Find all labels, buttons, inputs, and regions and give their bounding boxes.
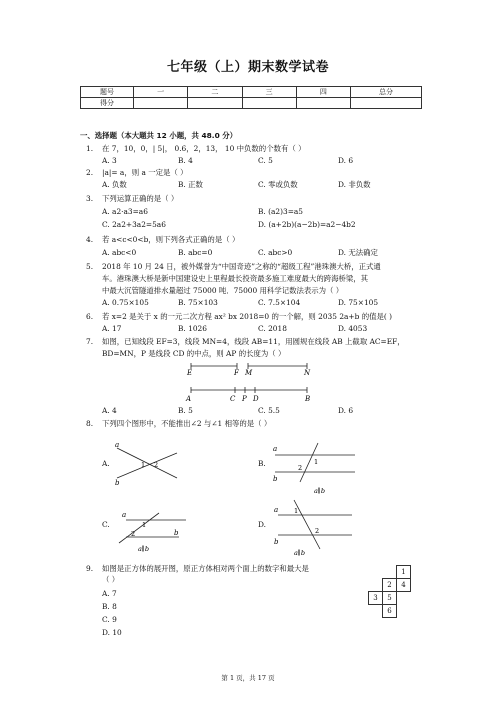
- question-text: 2018 年 10 月 24 日，被外媒誉为“中国奇迹”之称的“超级工程”港珠澳大桥，正式通: [102, 262, 381, 271]
- question-number: 7.: [86, 337, 94, 346]
- label-e: E: [187, 369, 193, 377]
- parallel-note: a∥b: [138, 545, 150, 553]
- section-heading: 一、选择题（本大题共 12 小题，共 48.0 分）: [80, 131, 238, 140]
- question-text: 如图是正方体的展开图，原正方体相对两个面上的数字和最大是: [102, 564, 309, 573]
- figure-a: [112, 438, 182, 486]
- question-text: 若 x=2 是关于 x 的一元二次方程 ax² bx 2018=0 的一个解，则 2035 2a+b 的值是( ): [102, 312, 392, 321]
- option-c: C. 7.5×104: [258, 298, 301, 307]
- page-footer: 第 1 页，共 17 页: [221, 674, 275, 682]
- option-a: A. 3: [102, 156, 117, 165]
- option-b: B. 正数: [178, 180, 203, 189]
- segment-figure: [185, 360, 325, 406]
- question-text: 车。港珠澳大桥是新中国建设史上里程最长投资最多施工难度最大的跨海桥梁，其: [102, 274, 369, 283]
- angle-2: 2: [154, 461, 159, 469]
- option-c: C. 5.5: [258, 406, 280, 415]
- question-number: 1.: [86, 144, 94, 153]
- question-text: （ ）: [102, 575, 120, 584]
- score-header-cell: 总分: [351, 87, 422, 98]
- score-header-cell: 一: [134, 87, 188, 98]
- option-a: A.: [102, 459, 110, 468]
- score-header-cell: 三: [242, 87, 296, 98]
- cube-face: 1: [397, 566, 411, 579]
- score-header-cell: 二: [188, 87, 242, 98]
- angle-2: 2: [131, 530, 136, 538]
- label-n: N: [304, 369, 311, 377]
- option-a: A. abc<0: [102, 248, 137, 257]
- label-f: F: [234, 369, 239, 377]
- option-d: D.: [258, 520, 267, 529]
- option-b: B. 8: [102, 602, 117, 611]
- label-a: a: [122, 511, 127, 519]
- page-title: 七年级（上）期末数学试卷: [166, 60, 329, 75]
- score-row-label: 得分: [81, 98, 134, 109]
- option-b: B. (a2)3=a5: [258, 207, 304, 216]
- angle-1: 1: [142, 521, 147, 529]
- option-a: A. 4: [102, 406, 117, 415]
- option-d: D. 6: [338, 406, 354, 415]
- question-text: |a|= a，则 a 一定是（ ）: [102, 168, 188, 177]
- score-header-cell: 四: [296, 87, 350, 98]
- question-number: 6.: [86, 312, 94, 321]
- option-d: D. (a+2b)(a−2b)=a2−4b2: [258, 220, 356, 229]
- option-c: C. abc>0: [258, 248, 293, 257]
- option-c: C. 5: [258, 156, 273, 165]
- label-a: a: [115, 441, 120, 449]
- option-a: A. 负数: [102, 180, 127, 189]
- score-cell: [351, 98, 422, 109]
- cube-face: 4: [397, 579, 411, 592]
- option-b: B. 5: [178, 406, 193, 415]
- question-text: 下列四个图形中，不能推出∠2 与∠1 相等的是（ ）: [102, 419, 272, 428]
- question-number: 8.: [86, 419, 94, 428]
- angle-2: 2: [298, 464, 303, 472]
- score-cell: [296, 98, 350, 109]
- option-b: B. 75×103: [178, 298, 218, 307]
- option-b: B. 1026: [178, 324, 207, 333]
- question-number: 2.: [86, 168, 94, 177]
- cube-face: 5: [383, 592, 397, 605]
- option-b: B. 4: [178, 156, 193, 165]
- option-b: B.: [258, 459, 266, 468]
- option-a: A. 17: [102, 324, 122, 333]
- parallel-note: a∥b: [314, 487, 326, 495]
- label-b: b: [115, 479, 120, 487]
- figure-d: [270, 497, 360, 557]
- question-number: 5.: [86, 262, 94, 271]
- option-a: A. a2·a3=a6: [102, 207, 148, 216]
- score-table: [80, 86, 422, 109]
- label-b: b: [274, 538, 279, 546]
- figure-c: [114, 505, 194, 555]
- parallel-note: a∥b: [294, 549, 306, 557]
- label-a: a: [274, 506, 279, 514]
- label-a: A: [186, 395, 192, 403]
- option-c: C.: [102, 520, 110, 529]
- score-cell: [134, 98, 188, 109]
- score-cell: [188, 98, 242, 109]
- question-text: BD=MN，P 是线段 CD 的中点，则 AP 的长度为（ ）: [102, 349, 286, 358]
- option-c: C. 9: [102, 615, 117, 624]
- score-cell: [242, 98, 296, 109]
- question-number: 3.: [86, 194, 94, 203]
- option-a: A. 7: [102, 589, 117, 598]
- label-b: b: [273, 475, 278, 483]
- option-d: D. 4053: [338, 324, 368, 333]
- cube-face: 2: [383, 579, 397, 592]
- question-text: 如图，已知线段 EF=3，线段 MN=4，线段 AB=11，用圆规在线段 AB 上截取 AC=EF，: [102, 337, 405, 346]
- angle-1: 1: [141, 461, 146, 469]
- option-b: B. abc=0: [178, 248, 213, 257]
- cube-face: 6: [383, 605, 397, 618]
- label-m: M: [245, 369, 253, 377]
- question-text: 下列运算正确的是（ ）: [102, 194, 179, 203]
- angle-1: 1: [314, 458, 319, 466]
- angle-1: 1: [294, 507, 299, 515]
- label-b: b: [174, 529, 179, 537]
- option-d: D. 无法确定: [338, 248, 378, 257]
- question-text: 在 7，10，0，| 5|， 0.6，2，13， 10 中负数的个数有（ ）: [102, 144, 306, 153]
- label-a: a: [273, 445, 278, 453]
- option-c: C. 零或负数: [258, 180, 298, 189]
- score-header-cell: 题号: [81, 87, 134, 98]
- option-c: C. 2a2+3a2=5a6: [102, 220, 166, 229]
- figure-b: [270, 440, 360, 495]
- cube-face: 3: [369, 592, 383, 605]
- angle-2: 2: [315, 527, 320, 535]
- label-c: C: [230, 395, 236, 403]
- question-number: 9.: [86, 564, 94, 573]
- label-d: D: [253, 395, 259, 403]
- line-b: [117, 453, 177, 478]
- option-d: D. 6: [338, 156, 354, 165]
- label-p: P: [242, 395, 247, 403]
- question-number: 4.: [86, 235, 94, 244]
- option-d: D. 75×105: [338, 298, 379, 307]
- cube-net: [368, 565, 411, 618]
- label-b: B: [305, 395, 311, 403]
- option-a: A. 0.75×105: [102, 298, 149, 307]
- question-text: 中最大沉管隧道排水量超过 75000 吨．75000 用科学记数法表示为（ ）: [102, 286, 344, 295]
- option-d: D. 非负数: [338, 180, 371, 189]
- option-c: C. 2018: [258, 324, 287, 333]
- line-a: [117, 448, 177, 478]
- question-text: 若 a<c<0<b，则下列各式正确的是（ ）: [102, 235, 240, 244]
- option-d: D. 10: [102, 628, 122, 637]
